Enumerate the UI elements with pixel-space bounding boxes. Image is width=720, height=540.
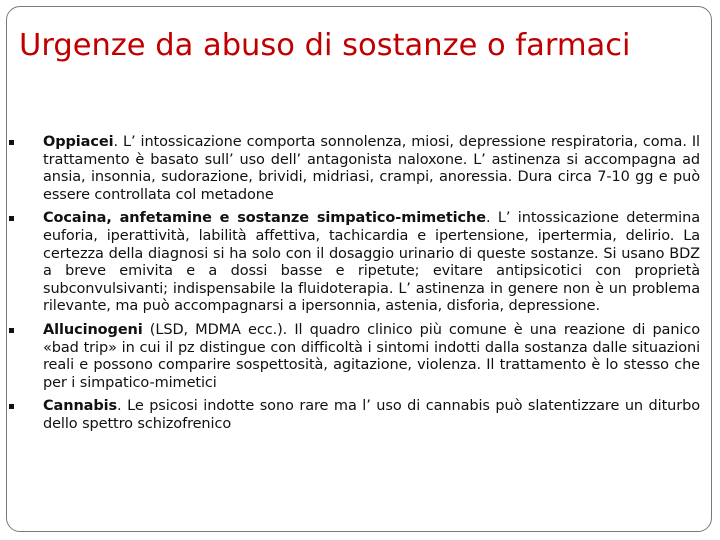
list-item-lead: Allucinogeni [43, 321, 143, 338]
square-bullet-icon [9, 140, 14, 145]
bullet-list [0, 134, 720, 440]
square-bullet-icon [9, 216, 14, 221]
list-item-cannabis [0, 398, 720, 433]
list-item-oppiacei [0, 134, 720, 204]
square-bullet-icon [9, 404, 14, 409]
list-item-text [43, 210, 700, 316]
list-item-body: . L’ intossicazione determina euforia, iperattività, labilità affettiva, tachicardia e ipertensione, ipertermia, delirio. La certezza della diagnosi si ha solo con il dosaggio urinario di queste sostanze. Si usano BDZ a breve emivita e a dossi basse e ripetute; evitare antipsicotici con proprietà subconvulsivanti; indispensabile la fluidoterapia. L’ astinenza in genere non è un problema rilevante, ma può accompagnarsi a ipersonnia, astenia, disforia, depressione. [43, 210, 700, 315]
list-item-body: . L’ intossicazione comporta sonnolenza, miosi, depressione respiratoria, coma. Il trattamento è basato sull’ uso dell’ antagonista naloxone. L’ astinenza si accompagna ad ansia, insonnia, sudorazione, brividi, midriasi, crampi, anoressia. Dura circa 7-10 gg e può essere controllata col metadone [43, 134, 700, 203]
list-item-lead: Cocaina, anfetamine e sostanze simpatico-mimetiche [43, 210, 486, 227]
list-item-body: (LSD, MDMA ecc.). Il quadro clinico più comune è una reazione di panico «bad trip» in cui il pz distingue con difficoltà i sintomi indotti dalla sostanza dalle situazioni reali e possono comparire sospettosità, agitazione, violenza. Il trattamento è lo stesso che per i simpatico-mimetici [43, 321, 700, 391]
list-item-text [43, 322, 700, 392]
list-item-body: . Le psicosi indotte sono rare ma l’ uso di cannabis può slatentizzare un diturbo dello spettro schizofrenico [43, 398, 700, 432]
list-item-lead: Oppiacei [43, 134, 114, 150]
list-item-text [43, 134, 700, 204]
slide-title: Urgenze da abuso di sostanze o farmaci [19, 28, 631, 63]
list-item-allucinogeni [0, 322, 720, 392]
square-bullet-icon [9, 328, 14, 333]
list-item-text [43, 398, 700, 433]
list-item-cocaina [0, 210, 720, 316]
list-item-lead: Cannabis [43, 398, 118, 415]
